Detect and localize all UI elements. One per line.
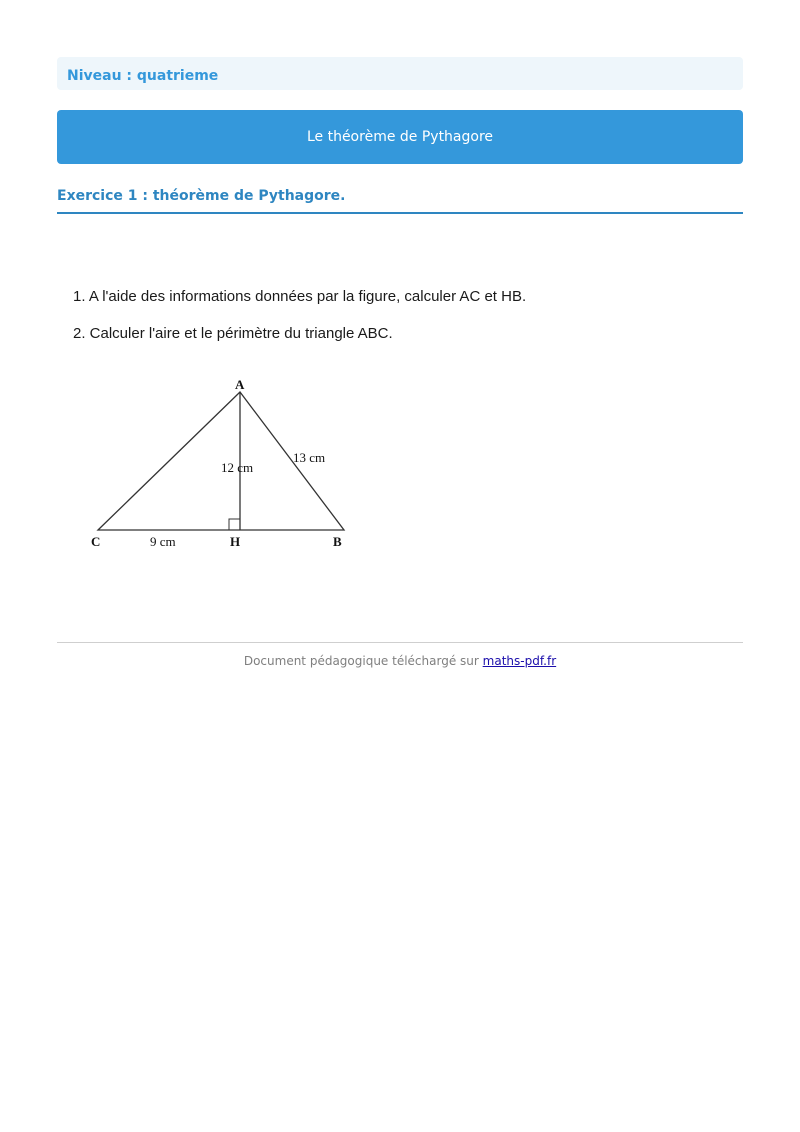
- exercise-title: Exercice 1 : théorème de Pythagore.: [57, 188, 346, 204]
- footer: [57, 654, 743, 668]
- title-banner: [57, 110, 743, 164]
- question-list: [73, 286, 673, 360]
- footer-link[interactable]: maths-pdf.fr: [482, 654, 557, 668]
- right-angle-marker: [229, 519, 240, 530]
- length-ch-label: 9 cm: [150, 534, 176, 549]
- vertex-b-label: B: [333, 534, 342, 549]
- vertex-a-label: A: [235, 377, 245, 392]
- footer-text: Document pédagogique téléchargé sur: [243, 654, 479, 668]
- exercise-heading: [57, 185, 743, 214]
- length-ab-label: 13 cm: [293, 450, 326, 465]
- length-ah-label: 12 cm: [221, 460, 254, 475]
- question-1: 1. A l'aide des informations données par la figure, calculer AC et HB.: [73, 288, 527, 305]
- footer-divider: [57, 642, 743, 643]
- level-banner: [57, 57, 743, 90]
- question-2: 2. Calculer l'aire et le périmètre du triangle ABC.: [73, 325, 393, 342]
- foot-h-label: H: [230, 534, 241, 549]
- triangle-figure: [80, 372, 370, 556]
- page-title: Le théorème de Pythagore: [306, 129, 494, 145]
- vertex-c-label: C: [91, 534, 101, 549]
- level-label: Niveau : quatrieme: [67, 68, 219, 84]
